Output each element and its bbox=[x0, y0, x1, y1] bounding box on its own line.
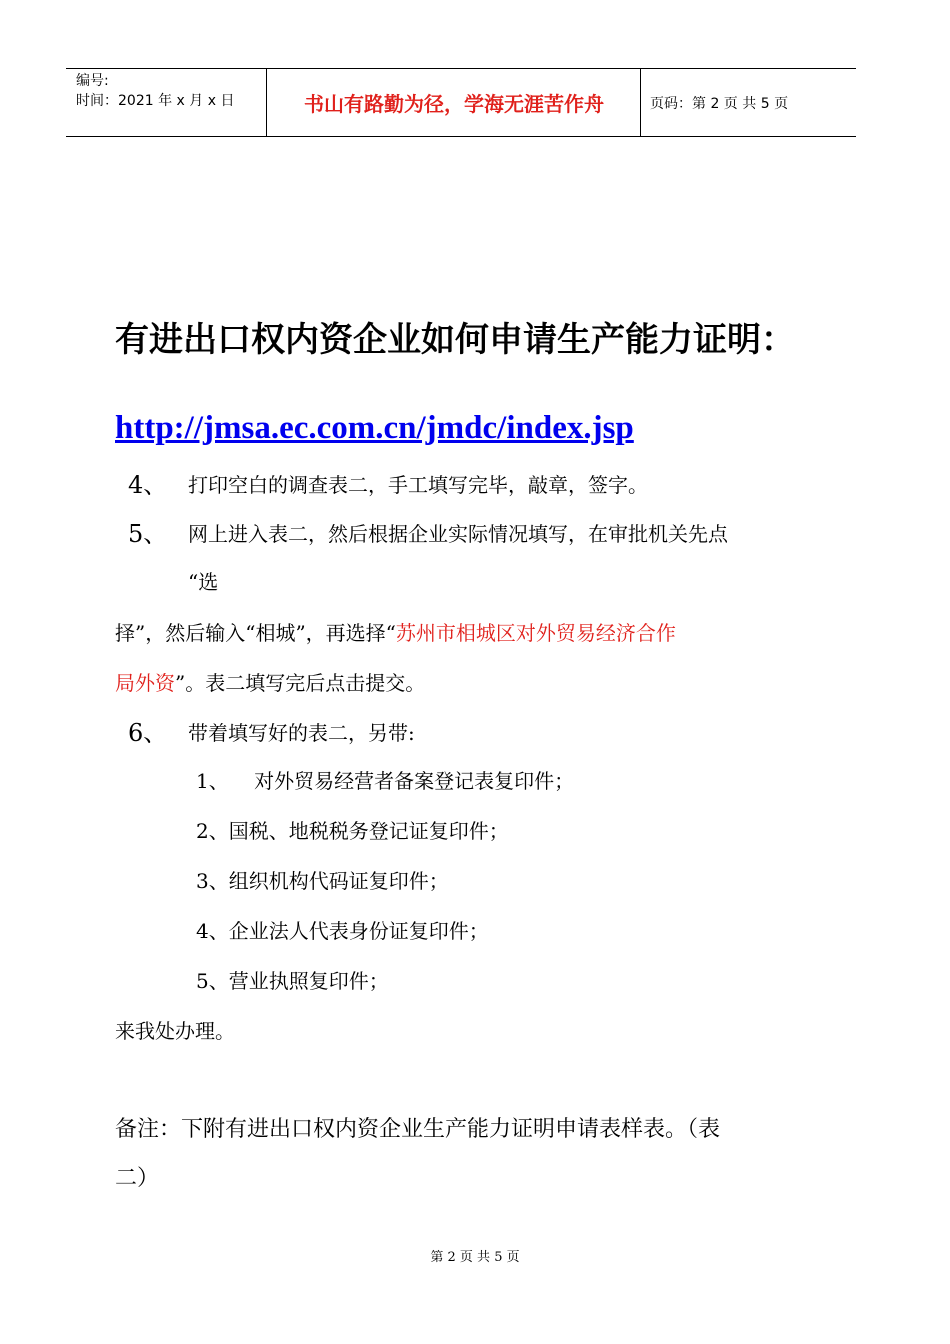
step-text-plain: 择”，然后输入“相城”，再选择“ bbox=[115, 621, 396, 645]
application-link[interactable]: http://jmsa.ec.com.cn/jmdc/index.jsp bbox=[115, 410, 634, 446]
step-number: 6、 bbox=[128, 719, 168, 747]
step-text bbox=[115, 618, 676, 648]
step-text: 网上进入表二，然后根据企业实际情况填写，在审批机关先点 bbox=[188, 522, 728, 546]
note-text: 二） bbox=[115, 1166, 160, 1191]
step-number: 4、 bbox=[128, 471, 168, 499]
header-page-info: 页码：第 2 页 共 5 页 bbox=[650, 95, 789, 112]
header-motto: 书山有路勤为径，学海无涯苦作舟 bbox=[304, 92, 604, 116]
page-footer: 第 2 页 共 5 页 bbox=[430, 1250, 520, 1265]
header-divider bbox=[640, 69, 641, 136]
document-header bbox=[66, 68, 856, 137]
time-text: 时间：2021 年 x 月 x 日 bbox=[76, 93, 235, 109]
step-text: 打印空白的调查表二，手工填写完毕，敲章，签字。 bbox=[188, 473, 648, 497]
highlighted-text: 苏州市相城区对外贸易经济合作 bbox=[395, 621, 676, 645]
list-item: 3、组织机构代码证复印件； bbox=[196, 869, 449, 893]
step-number: 5、 bbox=[128, 520, 168, 548]
list-item: 1、 对外贸易经营者备案登记表复印件； bbox=[196, 769, 575, 793]
step-text bbox=[115, 668, 425, 698]
page-title: 有进出口权内资企业如何申请生产能力证明： bbox=[115, 320, 795, 360]
header-meta bbox=[76, 71, 234, 111]
step-text-plain: ”。表二填写完后点击提交。 bbox=[175, 671, 426, 695]
list-item: 4、企业法人代表身份证复印件； bbox=[196, 919, 489, 943]
list-item: 2、国税、地税税务登记证复印件； bbox=[196, 819, 509, 843]
closing-text: 来我处办理。 bbox=[115, 1019, 235, 1043]
note-text: 备注：下附有进出口权内资企业生产能力证明申请表样表。（表 bbox=[115, 1117, 721, 1142]
serial-label: 编号: bbox=[76, 73, 109, 89]
step-text: 带着填写好的表二，另带: bbox=[188, 721, 415, 745]
highlighted-text: 局外资 bbox=[115, 671, 175, 695]
step-text: “选 bbox=[188, 570, 219, 594]
list-item: 5、营业执照复印件； bbox=[196, 969, 389, 993]
